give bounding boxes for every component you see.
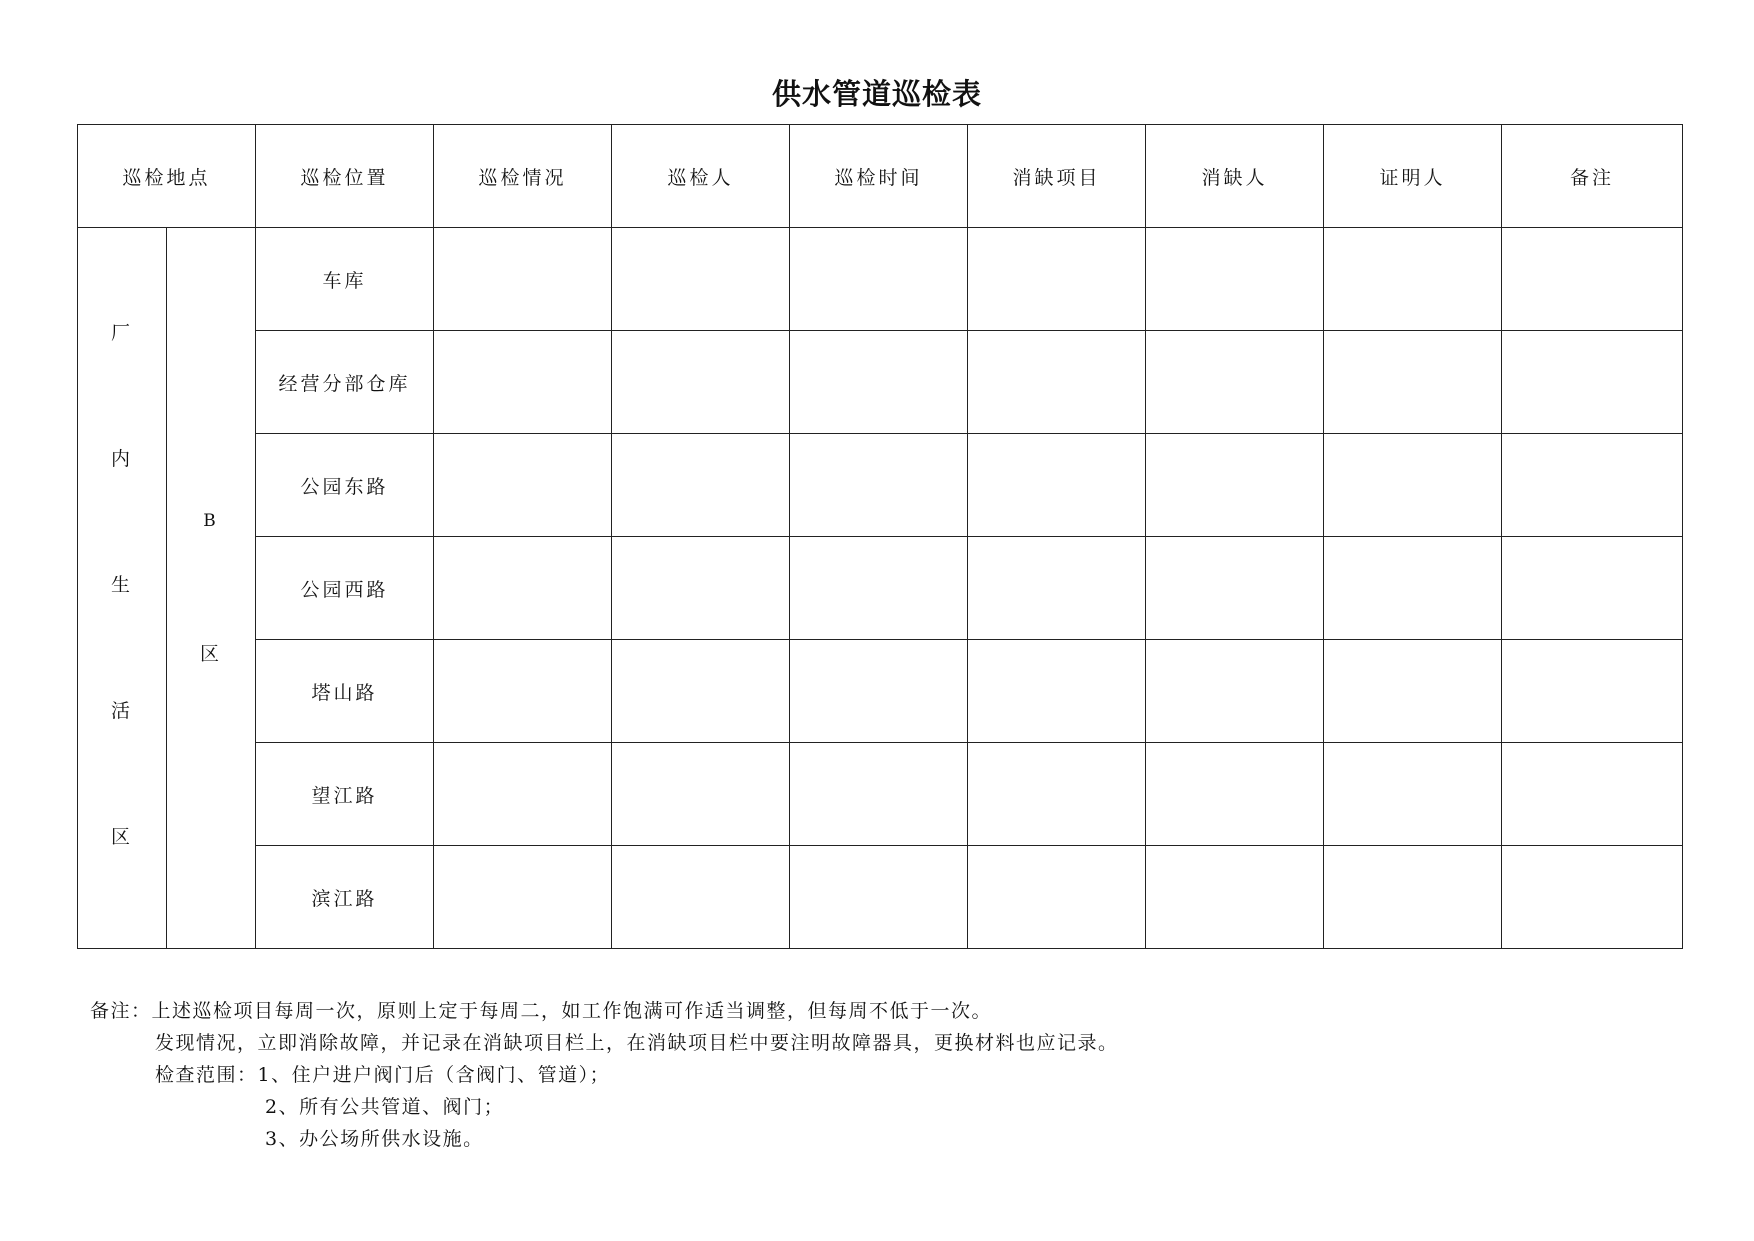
area-char: 活	[110, 699, 133, 722]
table-cell[interactable]	[1146, 434, 1324, 537]
header-cell-witness: 证明人	[1324, 125, 1502, 228]
table-cell[interactable]	[434, 434, 612, 537]
table-cell[interactable]	[1502, 434, 1683, 537]
table-cell[interactable]	[1324, 331, 1502, 434]
page-title: 供水管道巡检表	[771, 77, 982, 111]
table-cell[interactable]	[968, 846, 1146, 949]
table-row	[78, 331, 1683, 434]
table-cell[interactable]	[1324, 846, 1502, 949]
table-cell[interactable]	[612, 640, 790, 743]
table-cell[interactable]	[1146, 743, 1324, 846]
table-cell[interactable]	[790, 743, 968, 846]
table-row	[78, 846, 1683, 949]
notes-block	[90, 995, 1119, 1155]
table-cell[interactable]	[434, 537, 612, 640]
location-cell: 公园东路	[256, 434, 434, 537]
table-row	[78, 228, 1683, 331]
table-cell[interactable]	[1324, 434, 1502, 537]
subarea-cell	[167, 228, 256, 949]
table-cell[interactable]	[1146, 331, 1324, 434]
table-cell[interactable]	[434, 743, 612, 846]
table-cell[interactable]	[434, 640, 612, 743]
table-cell[interactable]	[1502, 537, 1683, 640]
subarea-char: 区	[200, 642, 223, 665]
location-cell: 车库	[256, 228, 434, 331]
table-row	[78, 743, 1683, 846]
table-cell[interactable]	[1502, 846, 1683, 949]
table-cell[interactable]	[1146, 228, 1324, 331]
table-cell[interactable]	[434, 331, 612, 434]
area-char: 生	[110, 573, 133, 596]
table-cell[interactable]	[1324, 537, 1502, 640]
area-char: 区	[110, 825, 133, 848]
note-line: 发现情况，立即消除故障，并记录在消缺项目栏上，在消缺项目栏中要注明故障器具，更换材料也应记录。	[155, 1032, 1119, 1054]
table-cell[interactable]	[968, 640, 1146, 743]
header-cell-inspector: 巡检人	[612, 125, 790, 228]
table-cell[interactable]	[1502, 640, 1683, 743]
table-row	[78, 640, 1683, 743]
table-cell[interactable]	[1146, 846, 1324, 949]
location-cell: 塔山路	[256, 640, 434, 743]
table-cell[interactable]	[968, 537, 1146, 640]
table-cell[interactable]	[1146, 640, 1324, 743]
table-cell[interactable]	[1324, 228, 1502, 331]
table-cell[interactable]	[968, 434, 1146, 537]
area-cell	[78, 228, 167, 949]
table-cell[interactable]	[968, 228, 1146, 331]
header-cell-location: 巡检地点	[78, 125, 256, 228]
table-cell[interactable]	[1146, 537, 1324, 640]
area-char: 内	[110, 447, 133, 470]
location-cell: 滨江路	[256, 846, 434, 949]
note-line: 3、办公场所供水设施。	[265, 1128, 484, 1150]
header-cell-time: 巡检时间	[790, 125, 968, 228]
table-cell[interactable]	[790, 537, 968, 640]
table-cell[interactable]	[1502, 228, 1683, 331]
note-line: 检查范围：1、住户进户阀门后（含阀门、管道）；	[155, 1064, 611, 1086]
location-cell: 公园西路	[256, 537, 434, 640]
table-cell[interactable]	[434, 846, 612, 949]
note-line: 2、所有公共管道、阀门；	[265, 1096, 505, 1118]
table-row	[78, 537, 1683, 640]
table-cell[interactable]	[790, 434, 968, 537]
subarea-char: B	[203, 510, 219, 531]
header-cell-condition: 巡检情况	[434, 125, 612, 228]
table-cell[interactable]	[1324, 640, 1502, 743]
table-cell[interactable]	[1502, 743, 1683, 846]
location-cell: 经营分部仓库	[256, 331, 434, 434]
table-cell[interactable]	[612, 434, 790, 537]
table-cell[interactable]	[968, 743, 1146, 846]
header-cell-remarks: 备注	[1502, 125, 1683, 228]
note-line: 备注：上述巡检项目每周一次，原则上定于每周二，如工作饱满可作适当调整，但每周不低于一次。	[90, 1000, 993, 1022]
header-cell-position: 巡检位置	[256, 125, 434, 228]
table-cell[interactable]	[790, 846, 968, 949]
table-cell[interactable]	[612, 846, 790, 949]
table-cell[interactable]	[968, 331, 1146, 434]
table-row	[78, 434, 1683, 537]
area-char: 厂	[110, 321, 133, 344]
inspection-table	[77, 124, 1683, 949]
location-cell: 望江路	[256, 743, 434, 846]
table-cell[interactable]	[612, 331, 790, 434]
table-cell[interactable]	[790, 228, 968, 331]
table-cell[interactable]	[1324, 743, 1502, 846]
table-cell[interactable]	[1502, 331, 1683, 434]
table-cell[interactable]	[434, 228, 612, 331]
table-cell[interactable]	[612, 537, 790, 640]
table-cell[interactable]	[612, 228, 790, 331]
table-cell[interactable]	[790, 331, 968, 434]
table-cell[interactable]	[612, 743, 790, 846]
header-cell-defect-handler: 消缺人	[1146, 125, 1324, 228]
header-row	[78, 125, 1683, 228]
table-cell[interactable]	[790, 640, 968, 743]
header-cell-defect-item: 消缺项目	[968, 125, 1146, 228]
